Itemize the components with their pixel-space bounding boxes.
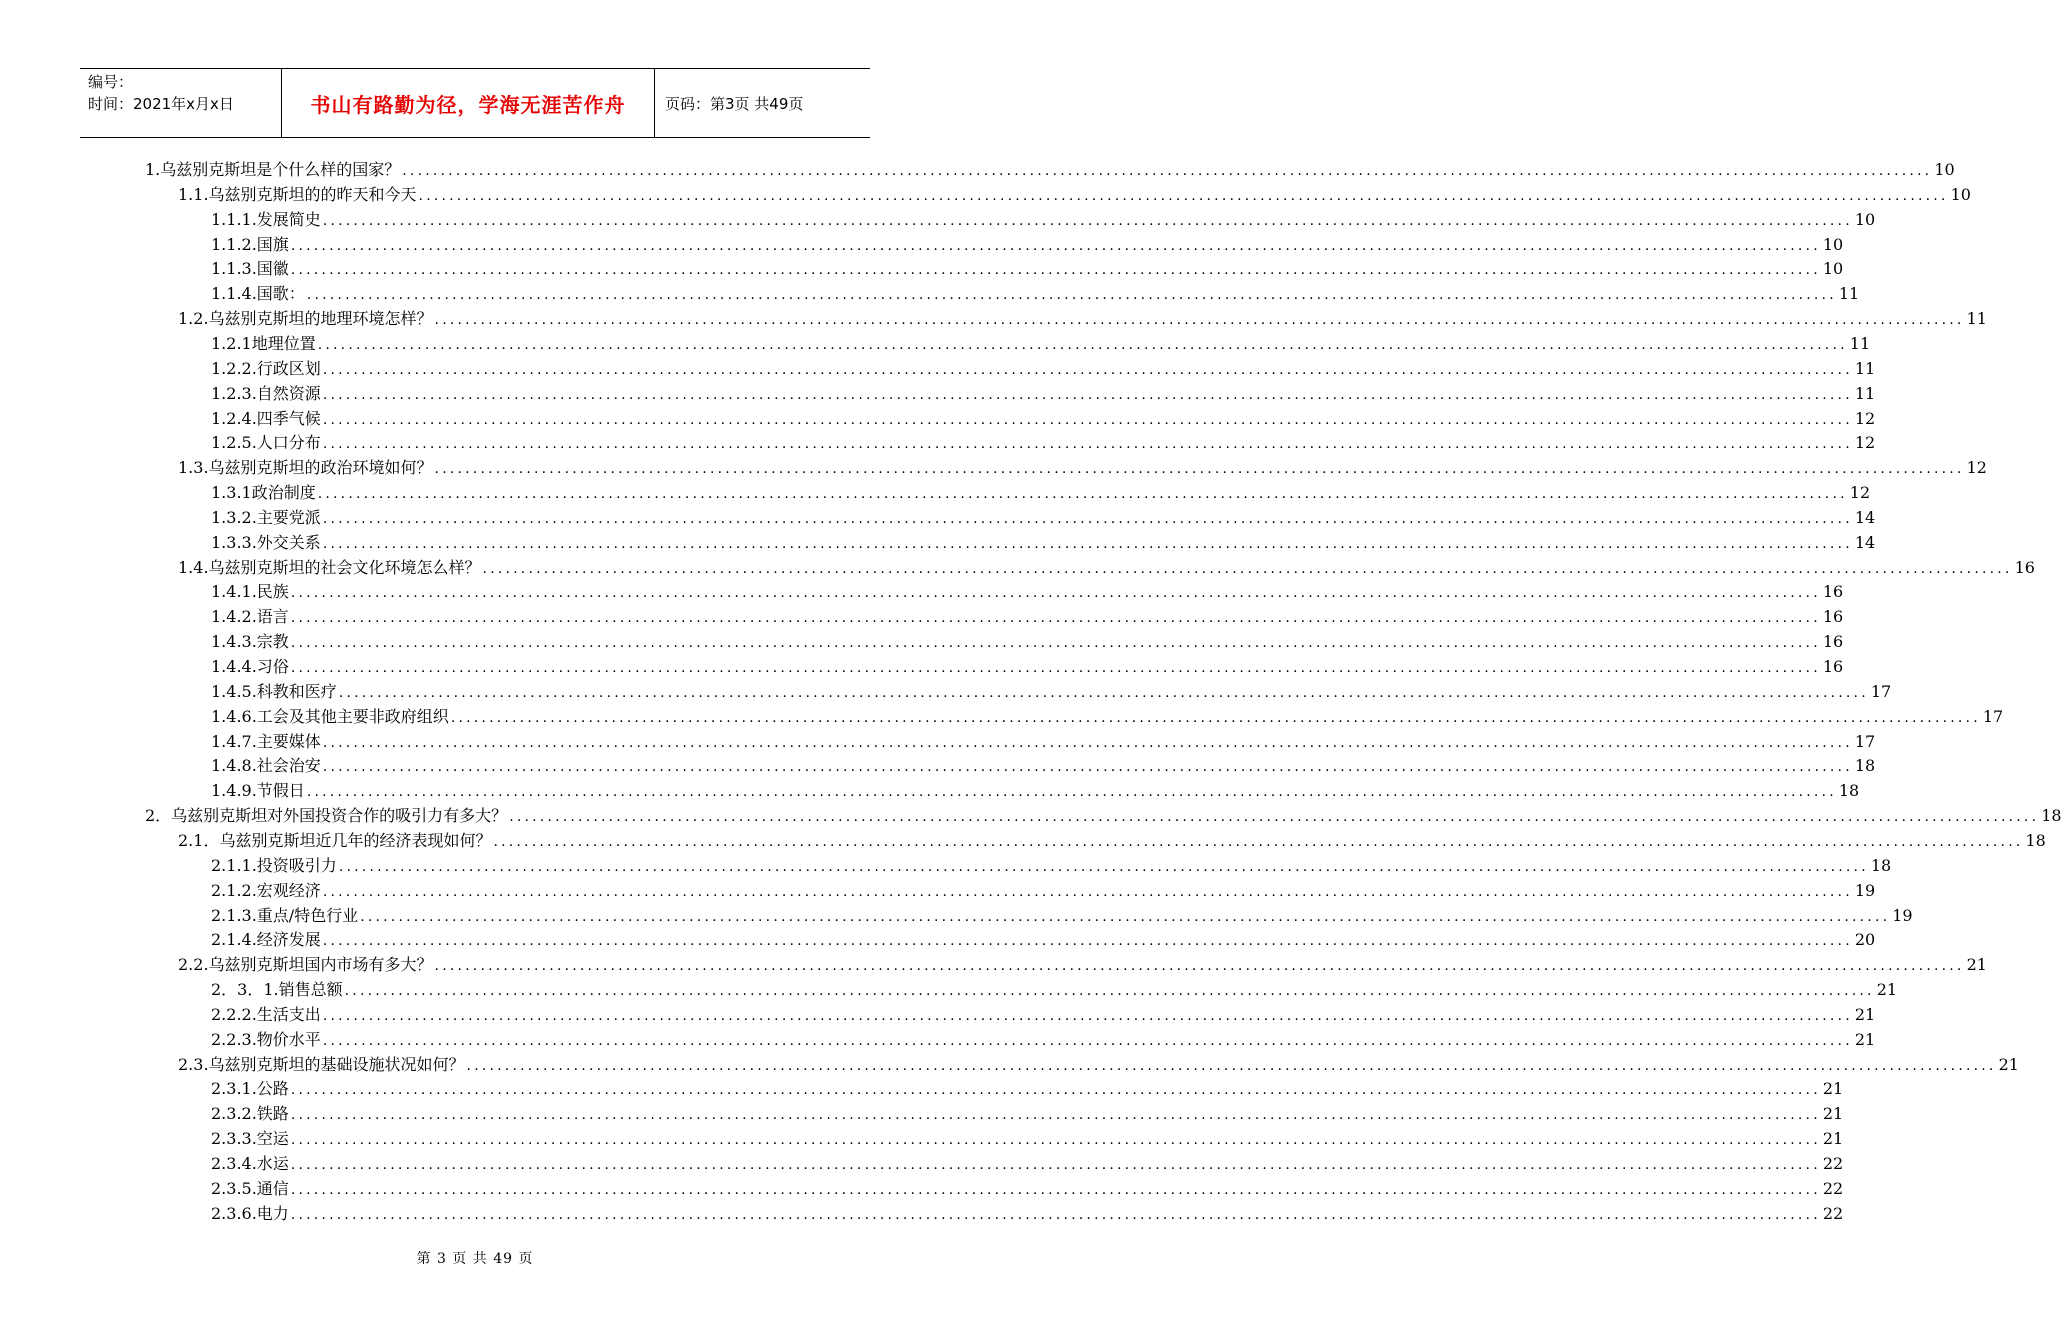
toc-entry-page: 10 [1934, 160, 1955, 179]
toc-entry-page: 18 [1870, 855, 1892, 875]
toc-entry[interactable] [211, 1202, 1844, 1226]
toc-dot-leader: ........................................................................................................................................................................................................ [290, 1181, 1821, 1198]
toc-dot-leader: ........................................................................................................................................................................................................ [402, 163, 1933, 179]
toc-entry-title: 1.4.1.民族 [211, 582, 289, 602]
toc-entry-title: 2.3.1.公路 [211, 1079, 289, 1099]
toc-entry-page: 20 [1854, 930, 1876, 950]
toc-dot-leader: ........................................................................................................................................................................................................ [338, 684, 1869, 701]
toc-entry-page: 21 [1876, 980, 1898, 1000]
toc-dot-leader: ........................................................................................................................................................................................................ [306, 287, 1837, 304]
toc-entry-title: 1.4.6.工会及其他主要非政府组织 [211, 706, 449, 726]
toc-entry-page: 21 [1822, 1079, 1844, 1099]
toc-entry-title: 2.2.3.物价水平 [211, 1029, 321, 1049]
toc-entry-title: 1.4.5.科教和医疗 [211, 681, 337, 701]
toc-dot-leader: ........................................................................................................................................................................................................ [322, 436, 1853, 453]
toc-dot-leader: ........................................................................................................................................................................................................ [434, 312, 1965, 329]
toc-entry-title: 1.1.乌兹别克斯坦的的昨天和今天 [178, 184, 417, 204]
toc-entry[interactable] [211, 879, 1876, 903]
toc-dot-leader: ........................................................................................................................................................................................................ [290, 1082, 1821, 1099]
toc-entry[interactable] [178, 183, 1971, 207]
toc-entry-page: 16 [1822, 582, 1844, 602]
toc-entry-page: 12 [1854, 408, 1876, 428]
toc-entry-title: 1.1.1.发展简史 [211, 209, 321, 229]
toc-entry[interactable] [145, 158, 1955, 182]
toc-entry[interactable] [211, 506, 1876, 530]
toc-entry-page: 17 [1870, 681, 1892, 701]
toc-entry[interactable] [211, 705, 2004, 729]
toc-dot-leader: ........................................................................................................................................................................................................ [322, 386, 1853, 403]
toc-entry[interactable] [178, 556, 2035, 580]
toc-entry[interactable] [211, 779, 1860, 803]
toc-entry-title: 1.3.乌兹别克斯坦的政治环境如何？ [178, 458, 433, 478]
toc-dot-leader: ........................................................................................................................................................................................................ [466, 1057, 1997, 1074]
toc-entry-title: 1.4.7.主要媒体 [211, 731, 321, 751]
toc-entry[interactable] [211, 1003, 1876, 1027]
toc-dot-leader: ........................................................................................................................................................................................................ [322, 361, 1853, 378]
toc-entry[interactable] [211, 1077, 1844, 1101]
toc-entry-page: 22 [1822, 1178, 1844, 1198]
toc-dot-leader: ........................................................................................................................................................................................................ [290, 660, 1821, 676]
toc-entry-title: 2.3.2.铁路 [211, 1104, 289, 1124]
toc-entry-title: 2.3.3.空运 [211, 1129, 289, 1149]
toc-dot-leader: ........................................................................................................................................................................................................ [322, 212, 1853, 229]
toc-entry-title: 1.1.4.国歌： [211, 284, 305, 304]
toc-entry-page: 14 [1854, 532, 1876, 552]
toc-entry-title: 2.1.1.投资吸引力 [211, 855, 337, 875]
toc-entry-title: 1.4.4.习俗 [211, 657, 289, 676]
toc-entry[interactable] [145, 804, 2062, 828]
toc-dot-leader: ........................................................................................................................................................................................................ [509, 809, 2040, 826]
toc-entry[interactable] [211, 630, 1844, 654]
toc-dot-leader: ........................................................................................................................................................................................................ [322, 411, 1853, 428]
toc-entry-page: 19 [1854, 880, 1876, 900]
toc-entry-page: 21 [1822, 1129, 1844, 1149]
toc-entry-page: 21 [1822, 1104, 1844, 1124]
toc-entry-title: 1.4.9.节假日 [211, 781, 305, 801]
toc-dot-leader: ........................................................................................................................................................................................................ [322, 1007, 1853, 1024]
toc-entry-page: 16 [1822, 632, 1844, 652]
toc-entry-page: 21 [1966, 955, 1987, 975]
date-label: 时间：2021年x月x日 [88, 95, 234, 113]
toc-entry[interactable] [211, 1127, 1844, 1151]
toc-entry[interactable] [211, 1028, 1876, 1052]
header-motto: 书山有路勤为径，学海无涯苦作舟 [310, 92, 626, 117]
toc-entry-title: 2.2.2.生活支出 [211, 1004, 321, 1024]
toc-entry[interactable] [211, 407, 1876, 431]
toc-dot-leader: ........................................................................................................................................................................................................ [317, 336, 1848, 353]
toc-dot-leader: ........................................................................................................................................................................................................ [434, 958, 1965, 975]
toc-entry-title: 1.2.3.自然资源 [211, 383, 321, 403]
toc-dot-leader: ........................................................................................................................................................................................................ [290, 262, 1821, 279]
toc-entry[interactable] [211, 481, 1871, 505]
header-motto-cell [282, 69, 655, 137]
header-page-info-cell [655, 69, 870, 137]
toc-entry-title: 1.3.3.外交关系 [211, 532, 321, 552]
toc-entry[interactable] [211, 754, 1876, 778]
toc-dot-leader: ........................................................................................................................................................................................................ [290, 1107, 1821, 1124]
toc-entry[interactable] [211, 580, 1844, 604]
toc-entry-page: 11 [1854, 383, 1876, 403]
toc-dot-leader: ........................................................................................................................................................................................................ [322, 933, 1853, 950]
toc-entry-page: 11 [1849, 333, 1871, 353]
toc-dot-leader: ........................................................................................................................................................................................................ [322, 759, 1853, 776]
header-page-info: 页码：第3页 共49页 [665, 94, 804, 113]
toc-entry-title: 1.4.3.宗教 [211, 632, 289, 652]
toc-entry[interactable] [211, 928, 1876, 952]
toc-dot-leader: ........................................................................................................................................................................................................ [290, 585, 1821, 602]
toc-entry[interactable] [178, 456, 1987, 480]
toc-entry[interactable] [211, 1177, 1844, 1201]
toc-entry[interactable] [211, 282, 1860, 306]
toc-entry-page: 18 [1838, 781, 1860, 801]
toc-entry-title: 2.2.乌兹别克斯坦国内市场有多大？ [178, 955, 433, 975]
toc-entry[interactable] [211, 978, 1898, 1002]
toc-entry[interactable] [211, 680, 1892, 704]
toc-dot-leader: ........................................................................................................................................................................................................ [322, 1032, 1853, 1049]
toc-entry[interactable] [211, 904, 1913, 928]
toc-entry-page: 22 [1822, 1154, 1844, 1173]
toc-entry-title: 1.2.1地理位置 [211, 333, 316, 353]
toc-entry[interactable] [211, 1152, 1844, 1176]
toc-dot-leader: ........................................................................................................................................................................................................ [450, 709, 1981, 726]
toc-entry-page: 18 [2025, 830, 2046, 850]
toc-entry[interactable] [211, 730, 1876, 754]
toc-entry-page: 11 [1838, 284, 1860, 304]
toc-entry-page: 12 [1966, 458, 1987, 478]
toc-entry-page: 11 [1966, 309, 1987, 329]
toc-entry-page: 10 [1822, 234, 1844, 254]
toc-dot-leader: ........................................................................................................................................................................................................ [418, 187, 1949, 204]
header-info [80, 69, 282, 137]
toc-entry-page: 19 [1892, 905, 1913, 925]
toc-entry[interactable] [211, 605, 1844, 629]
toc-entry-title: 2.3.4.水运 [211, 1154, 289, 1173]
page-footer: 第 3 页 共 49 页 [416, 1251, 534, 1267]
toc-dot-leader: ........................................................................................................................................................................................................ [434, 461, 1965, 478]
toc-entry-page: 10 [1822, 259, 1844, 279]
toc-entry-title: 2.1.2.宏观经济 [211, 880, 321, 900]
toc-entry[interactable] [211, 854, 1892, 878]
toc-entry[interactable] [211, 208, 1876, 232]
toc-entry[interactable] [211, 233, 1844, 257]
toc-entry-title: 1.3.1政治制度 [211, 483, 316, 503]
toc-entry-title: 1.2.乌兹别克斯坦的地理环境怎样？ [178, 309, 433, 329]
toc-entry[interactable] [211, 531, 1876, 555]
code-label: 编号： [88, 73, 134, 91]
toc-entry-title: 1.4.乌兹别克斯坦的社会文化环境怎么样？ [178, 557, 481, 577]
toc-entry-page: 11 [1854, 358, 1876, 378]
toc-entry-page: 21 [1854, 1029, 1876, 1049]
toc-entry-page: 14 [1854, 507, 1876, 527]
toc-entry[interactable] [211, 655, 1844, 679]
toc-entry-page: 18 [1854, 756, 1876, 776]
toc-entry-page: 18 [2041, 806, 2062, 826]
toc-entry-title: 2.1.3.重点/特色行业 [211, 905, 359, 925]
toc-entry-page: 16 [2014, 557, 2035, 577]
toc-entry[interactable] [178, 1053, 2019, 1077]
toc-entry[interactable] [178, 829, 2046, 853]
toc-entry-title: 2.3.5.通信 [211, 1178, 289, 1198]
toc-dot-leader: ........................................................................................................................................................................................................ [290, 1132, 1821, 1149]
toc-entry-title: 2.1．乌兹别克斯坦近几年的经济表现如何？ [178, 830, 492, 850]
toc-entry-title: 1.1.3.国徽 [211, 259, 289, 279]
toc-entry[interactable] [211, 257, 1844, 281]
toc-entry[interactable] [211, 357, 1876, 381]
toc-dot-leader: ........................................................................................................................................................................................................ [290, 1206, 1821, 1223]
toc-dot-leader: ........................................................................................................................................................................................................ [290, 635, 1821, 652]
toc-entry[interactable] [178, 953, 1987, 977]
toc-entry-page: 21 [1854, 1004, 1876, 1024]
toc-entry[interactable] [211, 1102, 1844, 1126]
toc-dot-leader: ........................................................................................................................................................................................................ [317, 486, 1848, 503]
page-header [80, 68, 870, 138]
toc-entry-page: 10 [1950, 184, 1971, 204]
toc-entry[interactable] [211, 332, 1871, 356]
toc-dot-leader: ........................................................................................................................................................................................................ [322, 883, 1853, 900]
toc-entry-title: 1.乌兹别克斯坦是个什么样的国家？ [145, 160, 401, 179]
toc-dot-leader: ........................................................................................................................................................................................................ [338, 858, 1869, 875]
toc-entry-title: 2.1.4.经济发展 [211, 930, 321, 950]
toc-entry-page: 12 [1849, 483, 1871, 503]
toc-entry-title: 2．3．1.销售总额 [211, 980, 343, 1000]
toc-dot-leader: ........................................................................................................................................................................................................ [290, 610, 1821, 627]
toc-entry-title: 1.3.2.主要党派 [211, 507, 321, 527]
toc-entry-page: 21 [1998, 1054, 2019, 1074]
toc-dot-leader: ........................................................................................................................................................................................................ [306, 784, 1837, 801]
toc-dot-leader: ........................................................................................................................................................................................................ [482, 560, 2013, 577]
toc-entry-page: 17 [1854, 731, 1876, 751]
toc-dot-leader: ........................................................................................................................................................................................................ [322, 535, 1853, 552]
toc-entry-page: 16 [1822, 657, 1844, 676]
toc-entry-title: 1.2.4.四季气候 [211, 408, 321, 428]
toc-dot-leader: ........................................................................................................................................................................................................ [344, 983, 1875, 1000]
toc-entry[interactable] [178, 307, 1987, 331]
toc-entry-title: 1.2.2.行政区划 [211, 358, 321, 378]
toc-dot-leader: ........................................................................................................................................................................................................ [290, 237, 1821, 254]
toc-dot-leader: ........................................................................................................................................................................................................ [290, 1157, 1821, 1173]
toc-entry-title: 2．乌兹别克斯坦对外国投资合作的吸引力有多大？ [145, 806, 508, 826]
toc-entry-title: 2.3.乌兹别克斯坦的基础设施状况如何？ [178, 1054, 465, 1074]
toc-dot-leader: ........................................................................................................................................................................................................ [493, 833, 2024, 850]
toc-entry-page: 10 [1854, 209, 1876, 229]
toc-entry-page: 17 [1982, 706, 2004, 726]
toc-entry-page: 12 [1854, 433, 1876, 453]
toc-entry-title: 1.1.2.国旗 [211, 234, 289, 254]
toc-entry-title: 1.4.2.语言 [211, 607, 289, 627]
toc-dot-leader: ........................................................................................................................................................................................................ [322, 510, 1853, 527]
toc-entry-title: 1.2.5.人口分布 [211, 433, 321, 453]
toc-entry[interactable] [211, 431, 1876, 455]
toc-entry-page: 22 [1822, 1203, 1844, 1223]
toc-entry-page: 16 [1822, 607, 1844, 627]
toc-entry-title: 2.3.6.电力 [211, 1203, 289, 1223]
toc-dot-leader: ........................................................................................................................................................................................................ [322, 734, 1853, 751]
toc-entry-title: 1.4.8.社会治安 [211, 756, 321, 776]
toc-entry[interactable] [211, 382, 1876, 406]
toc-dot-leader: ........................................................................................................................................................................................................ [360, 908, 1891, 925]
